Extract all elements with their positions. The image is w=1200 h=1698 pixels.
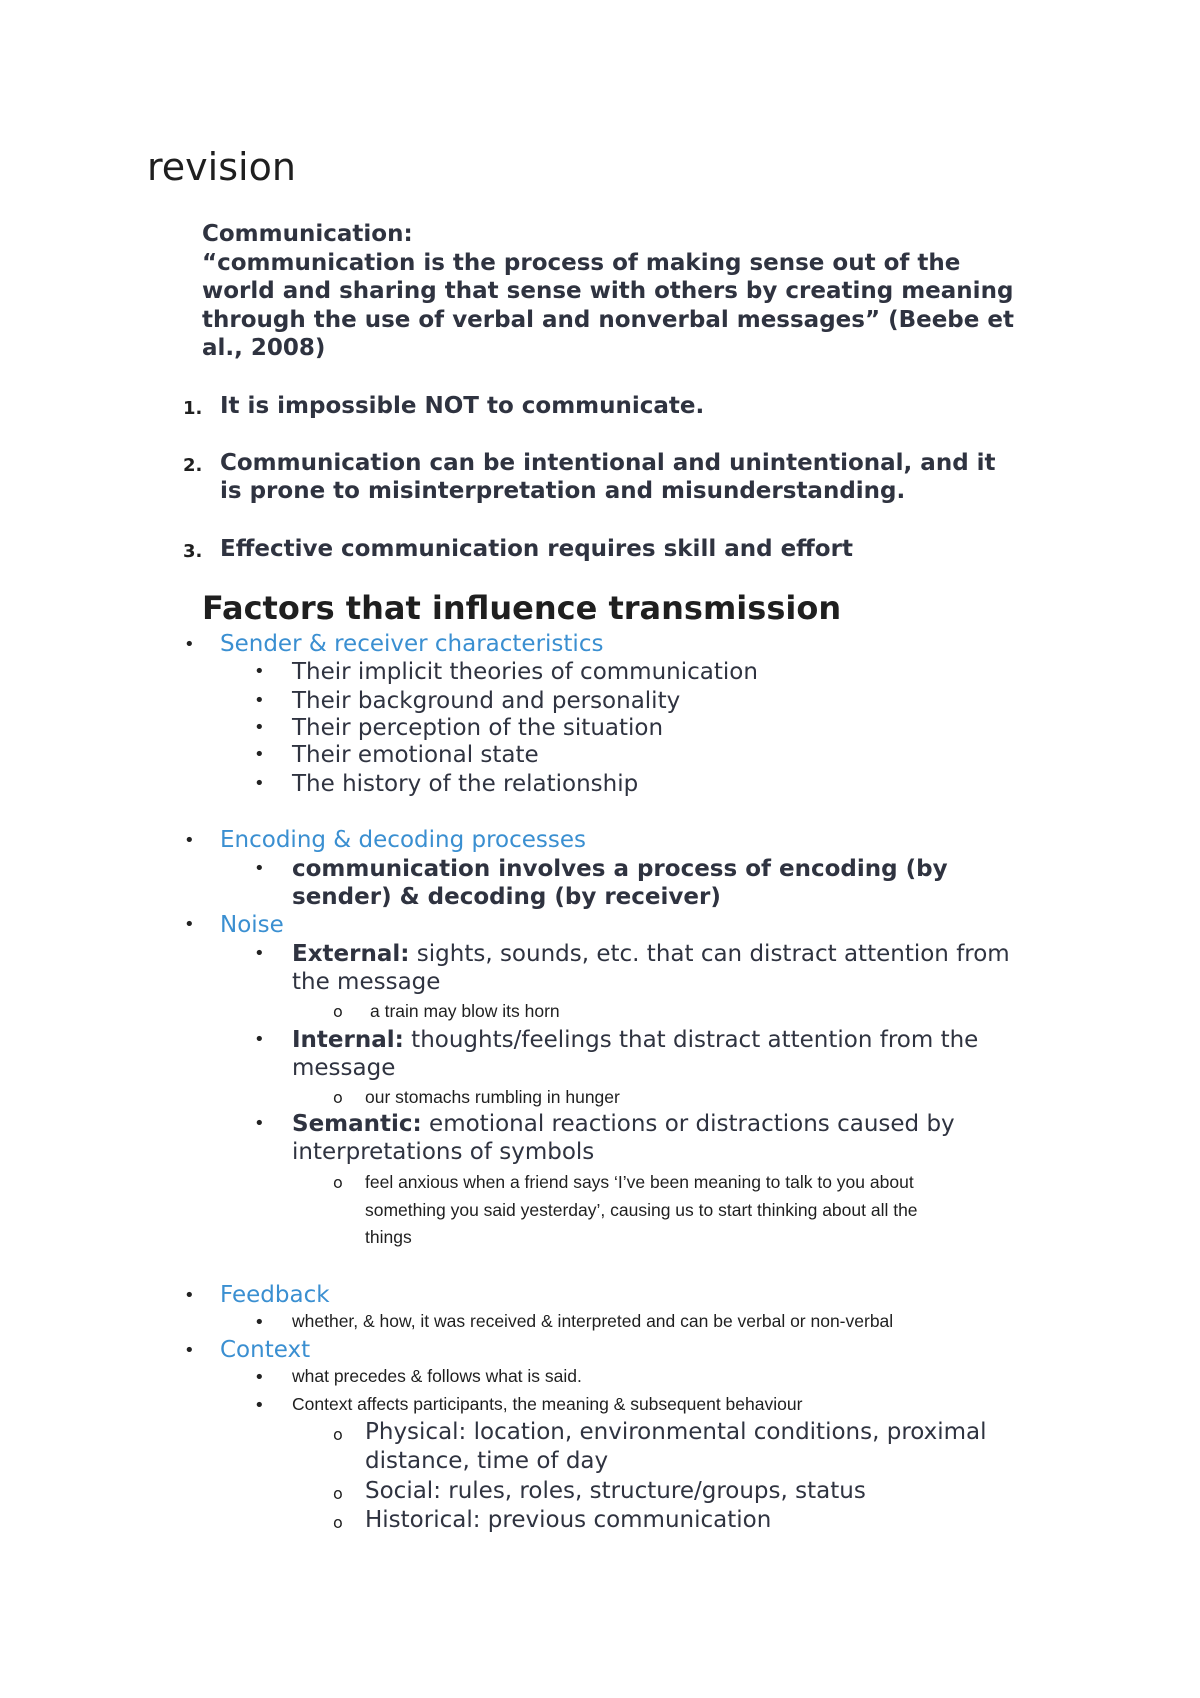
term-description: message [292,1055,396,1081]
category-label: Feedback [220,1282,330,1308]
principle-text: It is impossible NOT to communicate. [220,393,705,419]
bullet-icon: • [254,858,265,879]
example-text: our stomachs rumbling in hunger [365,1087,620,1107]
bullet-icon: • [254,1312,265,1333]
definition-heading: Communication: [202,221,413,247]
definition-line: “communication is the process of making sense out of the [202,249,961,276]
circle-bullet-icon: o [333,1088,343,1107]
term-label: Internal: [292,1027,404,1053]
list-item: Their background and personality [292,688,681,714]
bullet-icon: • [254,943,265,964]
bullet-icon: • [254,717,265,738]
circle-bullet-icon: o [333,1002,343,1021]
example-text: a train may blow its horn [370,1001,560,1021]
context-type: Social: rules, roles, structure/groups, status [365,1478,866,1504]
list-item: Their emotional state [292,742,539,768]
list-item: whether, & how, it was received & interpreted and can be verbal or non-verbal [292,1311,894,1331]
bullet-icon: • [254,661,265,682]
category-label: Sender & receiver characteristics [220,631,604,657]
definition-block [202,220,1082,363]
definition-line: al., 2008) [202,335,326,361]
context-type: distance, time of day [365,1448,609,1474]
category-label: Context [220,1337,311,1363]
bullet-icon: • [184,830,195,851]
bullet-icon: • [254,1029,265,1050]
term-description: emotional reactions or distractions caused by [421,1111,955,1137]
context-type: Historical: previous communication [365,1507,772,1533]
term-description: the message [292,969,441,995]
example-text: something you said yesterday’, causing us to start thinking about all the [365,1200,918,1220]
principle-text: is prone to misinterpretation and misunderstanding. [220,478,906,504]
bullet-icon: • [184,914,195,935]
circle-bullet-icon: o [333,1173,343,1192]
bullet-icon: • [254,1395,265,1416]
noise-internal [292,1026,978,1055]
term-description: interpretations of symbols [292,1139,595,1165]
page-title: revision [147,145,296,189]
term-description: thoughts/feelings that distract attention from the [403,1027,979,1053]
category-label: Noise [220,912,284,938]
noise-semantic [292,1110,955,1139]
list-item: sender) & decoding (by receiver) [292,884,721,910]
list-number: 1. [183,398,203,419]
section-heading: Factors that influence transmission [202,589,842,627]
circle-bullet-icon: o [333,1513,343,1532]
bullet-icon: • [184,634,195,655]
bullet-icon: • [254,773,265,794]
list-item: what precedes & follows what is said. [292,1366,582,1386]
example-text: feel anxious when a friend says ‘I’ve been meaning to talk to you about [365,1172,914,1192]
term-label: External: [292,941,410,967]
bullet-icon: • [254,1113,265,1134]
term-label: Semantic: [292,1111,422,1137]
bullet-icon: • [254,744,265,765]
list-number: 3. [183,541,203,562]
list-number: 2. [183,455,203,476]
principle-text: Communication can be intentional and unintentional, and it [220,450,996,476]
principle-text: Effective communication requires skill and effort [220,536,853,562]
list-item: Context affects participants, the meaning & subsequent behaviour [292,1394,803,1414]
circle-bullet-icon: o [333,1425,343,1444]
circle-bullet-icon: o [333,1484,343,1503]
bullet-icon: • [184,1340,195,1361]
bullet-icon: • [254,690,265,711]
definition-line: world and sharing that sense with others by creating meaning [202,278,1014,304]
category-label: Encoding & decoding processes [220,827,587,853]
list-item: communication involves a process of encoding (by [292,856,948,882]
noise-external [292,940,1010,969]
term-description: sights, sounds, etc. that can distract attention from [409,941,1010,967]
example-text: things [365,1227,412,1247]
bullet-icon: • [184,1285,195,1306]
list-item: Their perception of the situation [292,715,664,741]
definition-line: through the use of verbal and nonverbal messages” (Beebe et [202,306,1014,333]
bullet-icon: • [254,1367,265,1388]
list-item: Their implicit theories of communication [292,659,758,685]
context-type: Physical: location, environmental conditions, proximal [365,1419,987,1445]
list-item: The history of the relationship [292,771,639,797]
